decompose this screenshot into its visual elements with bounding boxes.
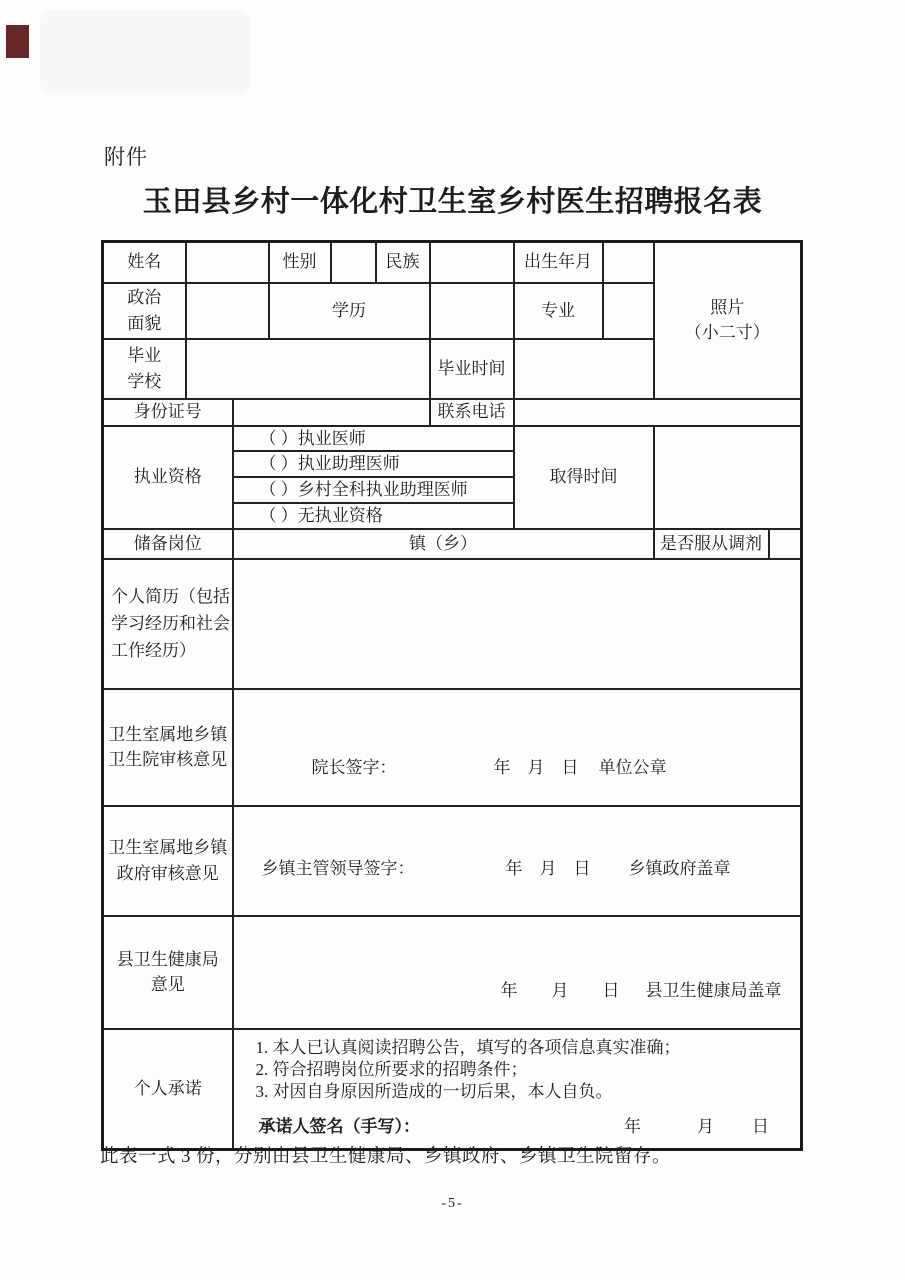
town-label-text: 镇（乡） [409, 533, 477, 553]
commitment-label-text: 个人承诺 [133, 1079, 202, 1099]
qualification-option-4 [233, 503, 514, 529]
clinic-review-date-label: 年 月 日 [493, 757, 579, 777]
scan-corner-mark [6, 25, 29, 58]
obtain-time-label [514, 426, 654, 529]
grad-time-label [430, 339, 514, 399]
ethnicity-label [376, 242, 430, 283]
qualification-label [103, 426, 233, 529]
commitment-signature-row [234, 1115, 801, 1139]
resume-input-cell [233, 559, 802, 689]
major-input-cell [603, 283, 654, 339]
political-status-line2: 面貌 [127, 313, 162, 333]
school-label [103, 339, 186, 399]
resume-label-line3: 工作经历） [111, 641, 196, 661]
photo-cell [654, 242, 802, 399]
footer-note: 此表一式 3 份，分别由县卫生健康局、乡镇政府、乡镇卫生院留存。 [100, 1147, 672, 1167]
commitment-item-1: 1. 本人已认真阅读招聘公告，填写的各项信息真实准确； [255, 1037, 681, 1057]
county-review-content [233, 916, 802, 1029]
qualification-option-1-text: （ ）执业医师 [259, 428, 366, 448]
ethnicity-label-text: 民族 [385, 252, 420, 272]
qualification-option-2 [233, 451, 514, 477]
phone-input-cell [514, 399, 802, 426]
unit-seal-label: 单位公章 [598, 757, 667, 777]
reserve-position-label-text: 储备岗位 [133, 533, 202, 553]
county-review-label-line2: 意见 [150, 975, 185, 995]
form-title: 玉田县乡村一体化村卫生室乡村医生招聘报名表 [142, 186, 763, 218]
reserve-position-label [103, 529, 233, 559]
phone-label [430, 399, 514, 426]
gov-review-label-line1: 卫生室属地乡镇 [108, 838, 228, 858]
adjustment-label-text: 是否服从调剂 [660, 533, 762, 553]
name-input-cell [186, 242, 269, 283]
commitment-item-2: 2. 符合招聘岗位所要求的招聘条件； [255, 1059, 528, 1079]
qualification-option-2-text: （ ）执业助理医师 [259, 454, 400, 474]
qualification-option-4-text: （ ）无执业资格 [259, 505, 383, 525]
signer-signature-label: 承诺人签名（手写）： [258, 1117, 420, 1137]
resume-label-line1: 个人简历（包括 [111, 586, 230, 606]
month-label: 月 [697, 1117, 714, 1137]
gender-label [269, 242, 331, 283]
phone-label-text: 联系电话 [437, 402, 506, 422]
education-input-cell [430, 283, 514, 339]
adjustment-input-cell [769, 529, 802, 559]
ethnicity-input-cell [430, 242, 514, 283]
id-number-label [103, 399, 233, 426]
town-cell [233, 529, 654, 559]
clinic-review-label [103, 689, 233, 806]
application-form-table [101, 240, 803, 1151]
gender-input-cell [331, 242, 376, 283]
gov-review-label [103, 806, 233, 916]
qualification-option-3-text: （ ）乡村全科执业助理医师 [259, 480, 468, 500]
gender-label-text: 性别 [282, 252, 317, 272]
name-label [103, 242, 186, 283]
commitment-items [234, 1030, 801, 1103]
gov-seal-label: 乡镇政府盖章 [628, 858, 731, 878]
day-label: 日 [752, 1117, 769, 1137]
birthdate-input-cell [603, 242, 654, 283]
gov-review-date-label: 年 月 日 [505, 858, 591, 878]
school-label-line1: 毕业 [127, 346, 162, 365]
grad-time-input-cell [514, 339, 654, 399]
clinic-review-label-line2: 卫生院审核意见 [108, 750, 228, 770]
name-label-text: 姓名 [127, 252, 162, 272]
clinic-review-label-line1: 卫生室属地乡镇 [108, 724, 228, 744]
county-seal-label: 县卫生健康局盖章 [645, 980, 782, 1000]
obtain-time-label-text: 取得时间 [549, 467, 618, 487]
adjustment-label [654, 529, 769, 559]
gov-review-label-line2: 政府审核意见 [116, 863, 219, 883]
photo-label-line2: （小二寸） [684, 323, 770, 343]
page-number: -5- [441, 1196, 464, 1211]
county-review-label [103, 916, 233, 1029]
political-status-label [103, 283, 186, 339]
photo-label-line1: 照片 [710, 297, 745, 317]
grad-time-label-text: 毕业时间 [437, 358, 506, 378]
year-label: 年 [624, 1117, 641, 1137]
school-input-cell [186, 339, 430, 399]
gov-review-content [233, 806, 802, 916]
obtain-time-input-cell [654, 426, 802, 529]
town-leader-signature-label: 乡镇主管领导签字： [261, 858, 415, 878]
education-label [269, 283, 430, 339]
political-status-input-cell [186, 283, 269, 339]
id-number-label-text: 身份证号 [133, 402, 202, 422]
county-review-date-label: 年 月 日 [500, 980, 620, 1000]
commitment-item-3: 3. 对因自身原因所造成的一切后果，本人自负。 [255, 1081, 613, 1101]
major-label-text: 专业 [541, 300, 575, 320]
attachment-label: 附件 [104, 145, 148, 169]
director-signature-label: 院长签字： [311, 757, 397, 777]
id-number-input-cell [233, 399, 430, 426]
clinic-review-content [233, 689, 802, 806]
county-review-label-line1: 县卫生健康局 [116, 949, 219, 969]
political-status-line1: 政治 [127, 288, 162, 307]
education-label-text: 学历 [332, 300, 366, 320]
resume-label [103, 559, 233, 689]
qualification-option-3 [233, 477, 514, 503]
commitment-label [103, 1029, 233, 1150]
commitment-content [233, 1029, 802, 1150]
birthdate-label [514, 242, 603, 283]
resume-label-line2: 学习经历和社会 [111, 614, 230, 634]
major-label [514, 283, 603, 339]
school-label-line2: 学校 [127, 371, 162, 391]
birthdate-label-text: 出生年月 [524, 252, 592, 272]
qualification-option-1 [233, 426, 514, 452]
scan-noise [40, 10, 250, 95]
qualification-label-text: 执业资格 [133, 467, 202, 487]
